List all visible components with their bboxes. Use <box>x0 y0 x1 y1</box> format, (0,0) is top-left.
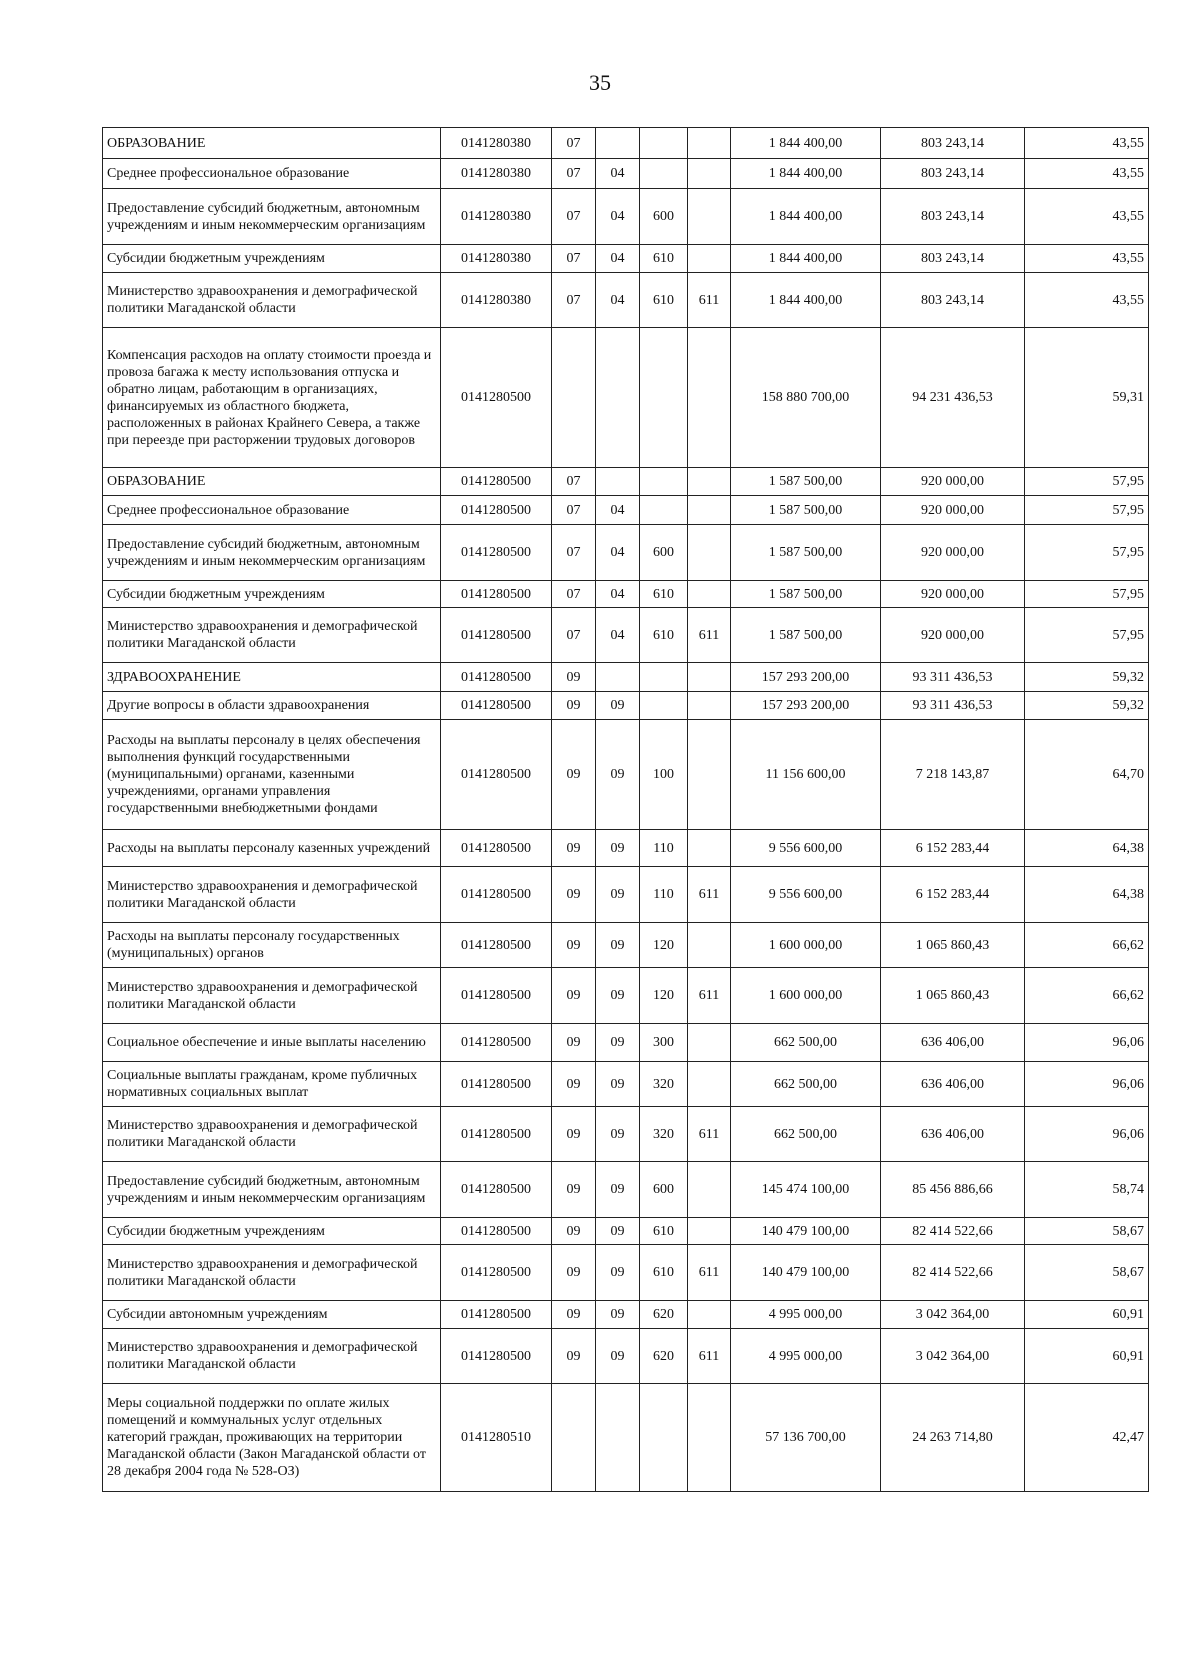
cell-target-article: 0141280500 <box>441 663 552 692</box>
cell-percent: 66,62 <box>1025 923 1149 968</box>
cell-percent: 60,91 <box>1025 1301 1149 1329</box>
cell-expense-type: 620 <box>640 1301 688 1329</box>
cell-subsection: 09 <box>596 867 640 923</box>
cell-department <box>688 923 731 968</box>
cell-target-article: 0141280500 <box>441 1024 552 1062</box>
cell-planned: 662 500,00 <box>731 1024 881 1062</box>
cell-name: ЗДРАВООХРАНЕНИЕ <box>103 663 441 692</box>
cell-subsection <box>596 663 640 692</box>
cell-executed: 93 311 436,53 <box>881 692 1025 720</box>
cell-target-article: 0141280500 <box>441 1162 552 1218</box>
cell-expense-type <box>640 1384 688 1492</box>
table-row <box>103 830 1149 867</box>
cell-executed: 636 406,00 <box>881 1024 1025 1062</box>
cell-expense-type: 620 <box>640 1329 688 1384</box>
table-row <box>103 867 1149 923</box>
cell-department: 611 <box>688 273 731 328</box>
cell-target-article: 0141280380 <box>441 273 552 328</box>
cell-subsection: 09 <box>596 1245 640 1301</box>
cell-target-article: 0141280500 <box>441 1218 552 1245</box>
cell-planned: 9 556 600,00 <box>731 867 881 923</box>
cell-planned: 11 156 600,00 <box>731 720 881 830</box>
cell-expense-type: 610 <box>640 608 688 663</box>
table-row <box>103 189 1149 245</box>
cell-name: ОБРАЗОВАНИЕ <box>103 128 441 159</box>
cell-expense-type: 610 <box>640 1218 688 1245</box>
cell-target-article: 0141280500 <box>441 1062 552 1107</box>
cell-name: Предоставление субсидий бюджетным, автономным учреждениям и иным некоммерческим организациям <box>103 1162 441 1218</box>
cell-planned: 1 844 400,00 <box>731 245 881 273</box>
cell-target-article: 0141280380 <box>441 189 552 245</box>
cell-section: 09 <box>552 1107 596 1162</box>
cell-executed: 82 414 522,66 <box>881 1218 1025 1245</box>
cell-section: 07 <box>552 525 596 581</box>
cell-expense-type: 320 <box>640 1107 688 1162</box>
table-row <box>103 1329 1149 1384</box>
cell-planned: 1 587 500,00 <box>731 581 881 608</box>
table-row <box>103 1245 1149 1301</box>
cell-subsection <box>596 328 640 468</box>
table-row <box>103 159 1149 189</box>
cell-section: 09 <box>552 720 596 830</box>
cell-department: 611 <box>688 1329 731 1384</box>
table-row <box>103 581 1149 608</box>
cell-percent: 64,70 <box>1025 720 1149 830</box>
cell-subsection: 09 <box>596 1301 640 1329</box>
cell-subsection: 04 <box>596 496 640 525</box>
table-row <box>103 273 1149 328</box>
cell-expense-type: 300 <box>640 1024 688 1062</box>
cell-section: 09 <box>552 867 596 923</box>
cell-name: Меры социальной поддержки по оплате жилых помещений и коммунальных услуг отдельных категорий граждан, проживающих на территории Магаданской области (Закон Магаданской области от 28 декабря 2004 года № 528-ОЗ) <box>103 1384 441 1492</box>
cell-executed: 93 311 436,53 <box>881 663 1025 692</box>
cell-planned: 1 587 500,00 <box>731 496 881 525</box>
cell-executed: 7 218 143,87 <box>881 720 1025 830</box>
cell-executed: 82 414 522,66 <box>881 1245 1025 1301</box>
cell-expense-type: 600 <box>640 1162 688 1218</box>
cell-planned: 1 844 400,00 <box>731 273 881 328</box>
cell-section: 09 <box>552 663 596 692</box>
cell-percent: 96,06 <box>1025 1024 1149 1062</box>
cell-percent: 43,55 <box>1025 128 1149 159</box>
cell-percent: 57,95 <box>1025 468 1149 496</box>
cell-subsection: 09 <box>596 830 640 867</box>
cell-name: Министерство здравоохранения и демографической политики Магаданской области <box>103 867 441 923</box>
cell-name: Министерство здравоохранения и демографической политики Магаданской области <box>103 273 441 328</box>
table-row <box>103 496 1149 525</box>
cell-target-article: 0141280500 <box>441 496 552 525</box>
cell-section: 07 <box>552 273 596 328</box>
table-row <box>103 1024 1149 1062</box>
cell-subsection: 04 <box>596 608 640 663</box>
cell-section: 09 <box>552 1218 596 1245</box>
cell-department <box>688 328 731 468</box>
cell-subsection: 04 <box>596 581 640 608</box>
cell-executed: 920 000,00 <box>881 581 1025 608</box>
cell-percent: 43,55 <box>1025 245 1149 273</box>
cell-name: Другие вопросы в области здравоохранения <box>103 692 441 720</box>
cell-subsection: 04 <box>596 189 640 245</box>
cell-section: 09 <box>552 1024 596 1062</box>
cell-target-article: 0141280500 <box>441 720 552 830</box>
cell-planned: 158 880 700,00 <box>731 328 881 468</box>
cell-target-article: 0141280380 <box>441 128 552 159</box>
cell-percent: 59,32 <box>1025 692 1149 720</box>
cell-section: 09 <box>552 692 596 720</box>
cell-planned: 1 587 500,00 <box>731 525 881 581</box>
table-row <box>103 468 1149 496</box>
cell-planned: 157 293 200,00 <box>731 692 881 720</box>
cell-section: 09 <box>552 1162 596 1218</box>
cell-subsection: 09 <box>596 1329 640 1384</box>
cell-expense-type <box>640 496 688 525</box>
table-row <box>103 1384 1149 1492</box>
cell-percent: 96,06 <box>1025 1062 1149 1107</box>
cell-percent: 60,91 <box>1025 1329 1149 1384</box>
cell-section: 07 <box>552 581 596 608</box>
cell-department <box>688 692 731 720</box>
cell-target-article: 0141280510 <box>441 1384 552 1492</box>
table-row <box>103 128 1149 159</box>
cell-target-article: 0141280380 <box>441 159 552 189</box>
cell-subsection: 09 <box>596 1107 640 1162</box>
cell-department <box>688 496 731 525</box>
cell-section: 09 <box>552 968 596 1024</box>
cell-planned: 140 479 100,00 <box>731 1218 881 1245</box>
cell-target-article: 0141280500 <box>441 328 552 468</box>
cell-name: Субсидии бюджетным учреждениям <box>103 245 441 273</box>
cell-department <box>688 1301 731 1329</box>
cell-expense-type <box>640 468 688 496</box>
cell-executed: 6 152 283,44 <box>881 830 1025 867</box>
cell-expense-type <box>640 128 688 159</box>
cell-executed: 24 263 714,80 <box>881 1384 1025 1492</box>
cell-expense-type: 610 <box>640 581 688 608</box>
cell-department <box>688 1024 731 1062</box>
cell-subsection: 09 <box>596 1062 640 1107</box>
table-row <box>103 968 1149 1024</box>
cell-subsection <box>596 128 640 159</box>
cell-expense-type: 120 <box>640 923 688 968</box>
cell-percent: 57,95 <box>1025 608 1149 663</box>
cell-department <box>688 525 731 581</box>
cell-target-article: 0141280500 <box>441 968 552 1024</box>
cell-executed: 1 065 860,43 <box>881 968 1025 1024</box>
table-row <box>103 1218 1149 1245</box>
cell-expense-type: 610 <box>640 245 688 273</box>
cell-name: Расходы на выплаты персоналу государственных (муниципальных) органов <box>103 923 441 968</box>
cell-department <box>688 720 731 830</box>
cell-percent: 59,32 <box>1025 663 1149 692</box>
cell-subsection: 09 <box>596 923 640 968</box>
cell-name: Среднее профессиональное образование <box>103 496 441 525</box>
cell-name: Министерство здравоохранения и демографической политики Магаданской области <box>103 1107 441 1162</box>
cell-subsection: 04 <box>596 273 640 328</box>
cell-target-article: 0141280500 <box>441 581 552 608</box>
cell-target-article: 0141280500 <box>441 468 552 496</box>
cell-planned: 9 556 600,00 <box>731 830 881 867</box>
cell-percent: 66,62 <box>1025 968 1149 1024</box>
cell-department <box>688 1062 731 1107</box>
cell-section: 09 <box>552 830 596 867</box>
cell-executed: 3 042 364,00 <box>881 1301 1025 1329</box>
table-row <box>103 328 1149 468</box>
table-row <box>103 663 1149 692</box>
cell-subsection: 09 <box>596 968 640 1024</box>
cell-section: 07 <box>552 128 596 159</box>
cell-name: ОБРАЗОВАНИЕ <box>103 468 441 496</box>
table-row <box>103 720 1149 830</box>
cell-department <box>688 245 731 273</box>
cell-name: Министерство здравоохранения и демографической политики Магаданской области <box>103 608 441 663</box>
cell-percent: 57,95 <box>1025 496 1149 525</box>
cell-planned: 1 587 500,00 <box>731 468 881 496</box>
cell-executed: 636 406,00 <box>881 1062 1025 1107</box>
cell-department: 611 <box>688 867 731 923</box>
cell-target-article: 0141280500 <box>441 692 552 720</box>
cell-expense-type <box>640 692 688 720</box>
cell-executed: 920 000,00 <box>881 496 1025 525</box>
cell-executed: 920 000,00 <box>881 608 1025 663</box>
cell-name: Предоставление субсидий бюджетным, автономным учреждениям и иным некоммерческим организациям <box>103 189 441 245</box>
cell-target-article: 0141280500 <box>441 830 552 867</box>
cell-expense-type: 610 <box>640 273 688 328</box>
cell-expense-type: 600 <box>640 189 688 245</box>
cell-expense-type <box>640 159 688 189</box>
cell-expense-type: 610 <box>640 1245 688 1301</box>
cell-percent: 59,31 <box>1025 328 1149 468</box>
table-row <box>103 692 1149 720</box>
cell-department <box>688 189 731 245</box>
cell-section: 07 <box>552 159 596 189</box>
cell-target-article: 0141280500 <box>441 867 552 923</box>
cell-section: 07 <box>552 245 596 273</box>
cell-name: Министерство здравоохранения и демографической политики Магаданской области <box>103 1329 441 1384</box>
cell-department <box>688 663 731 692</box>
cell-section: 09 <box>552 1062 596 1107</box>
cell-executed: 1 065 860,43 <box>881 923 1025 968</box>
cell-target-article: 0141280500 <box>441 1301 552 1329</box>
cell-planned: 1 600 000,00 <box>731 923 881 968</box>
cell-percent: 96,06 <box>1025 1107 1149 1162</box>
cell-percent: 43,55 <box>1025 159 1149 189</box>
cell-executed: 803 243,14 <box>881 245 1025 273</box>
budget-table <box>102 127 1149 1492</box>
cell-section <box>552 1384 596 1492</box>
cell-department <box>688 468 731 496</box>
table-row <box>103 608 1149 663</box>
cell-executed: 803 243,14 <box>881 273 1025 328</box>
cell-planned: 4 995 000,00 <box>731 1301 881 1329</box>
cell-name: Субсидии бюджетным учреждениям <box>103 581 441 608</box>
page-number: 35 <box>589 70 611 95</box>
cell-expense-type: 100 <box>640 720 688 830</box>
cell-expense-type: 600 <box>640 525 688 581</box>
cell-section: 09 <box>552 1329 596 1384</box>
cell-department <box>688 1162 731 1218</box>
cell-executed: 920 000,00 <box>881 525 1025 581</box>
cell-department: 611 <box>688 608 731 663</box>
cell-name: Социальные выплаты гражданам, кроме публичных нормативных социальных выплат <box>103 1062 441 1107</box>
cell-target-article: 0141280500 <box>441 608 552 663</box>
cell-name: Расходы на выплаты персоналу казенных учреждений <box>103 830 441 867</box>
cell-name: Министерство здравоохранения и демографической политики Магаданской области <box>103 1245 441 1301</box>
table-row <box>103 1107 1149 1162</box>
cell-subsection: 09 <box>596 1162 640 1218</box>
table-row <box>103 1062 1149 1107</box>
cell-department <box>688 1384 731 1492</box>
cell-executed: 803 243,14 <box>881 189 1025 245</box>
cell-subsection: 09 <box>596 1218 640 1245</box>
cell-subsection: 09 <box>596 1024 640 1062</box>
cell-percent: 42,47 <box>1025 1384 1149 1492</box>
table-row <box>103 923 1149 968</box>
table-row <box>103 1162 1149 1218</box>
cell-subsection <box>596 468 640 496</box>
cell-planned: 1 844 400,00 <box>731 189 881 245</box>
table-row <box>103 1301 1149 1329</box>
cell-name: Субсидии автономным учреждениям <box>103 1301 441 1329</box>
cell-subsection <box>596 1384 640 1492</box>
cell-section: 07 <box>552 496 596 525</box>
cell-percent: 43,55 <box>1025 273 1149 328</box>
cell-target-article: 0141280500 <box>441 525 552 581</box>
cell-name: Среднее профессиональное образование <box>103 159 441 189</box>
cell-subsection: 09 <box>596 692 640 720</box>
cell-planned: 1 844 400,00 <box>731 128 881 159</box>
cell-planned: 1 844 400,00 <box>731 159 881 189</box>
cell-percent: 57,95 <box>1025 581 1149 608</box>
cell-expense-type: 320 <box>640 1062 688 1107</box>
cell-planned: 157 293 200,00 <box>731 663 881 692</box>
cell-department <box>688 159 731 189</box>
table-row <box>103 245 1149 273</box>
cell-name: Предоставление субсидий бюджетным, автономным учреждениям и иным некоммерческим организациям <box>103 525 441 581</box>
cell-section: 07 <box>552 608 596 663</box>
cell-planned: 57 136 700,00 <box>731 1384 881 1492</box>
cell-department: 611 <box>688 1107 731 1162</box>
cell-executed: 636 406,00 <box>881 1107 1025 1162</box>
cell-subsection: 04 <box>596 159 640 189</box>
cell-planned: 4 995 000,00 <box>731 1329 881 1384</box>
cell-planned: 1 587 500,00 <box>731 608 881 663</box>
cell-name: Социальное обеспечение и иные выплаты населению <box>103 1024 441 1062</box>
cell-section: 09 <box>552 923 596 968</box>
cell-expense-type <box>640 328 688 468</box>
cell-planned: 145 474 100,00 <box>731 1162 881 1218</box>
cell-percent: 58,74 <box>1025 1162 1149 1218</box>
cell-target-article: 0141280380 <box>441 245 552 273</box>
cell-executed: 3 042 364,00 <box>881 1329 1025 1384</box>
cell-planned: 1 600 000,00 <box>731 968 881 1024</box>
cell-percent: 43,55 <box>1025 189 1149 245</box>
cell-planned: 662 500,00 <box>731 1107 881 1162</box>
cell-target-article: 0141280500 <box>441 923 552 968</box>
cell-name: Министерство здравоохранения и демографической политики Магаданской области <box>103 968 441 1024</box>
cell-department <box>688 1218 731 1245</box>
cell-percent: 58,67 <box>1025 1245 1149 1301</box>
cell-name: Компенсация расходов на оплату стоимости проезда и провоза багажа к месту использования отпуска и обратно лицам, работающим в организациях, финансируемых из областного бюджета, расположенных в районах Крайнего Севера, а также при переезде при расторжении трудовых договоров <box>103 328 441 468</box>
cell-executed: 920 000,00 <box>881 468 1025 496</box>
cell-section: 07 <box>552 189 596 245</box>
cell-executed: 803 243,14 <box>881 159 1025 189</box>
cell-department: 611 <box>688 968 731 1024</box>
cell-name: Субсидии бюджетным учреждениям <box>103 1218 441 1245</box>
cell-section: 09 <box>552 1301 596 1329</box>
table-row <box>103 525 1149 581</box>
cell-executed: 85 456 886,66 <box>881 1162 1025 1218</box>
cell-percent: 58,67 <box>1025 1218 1149 1245</box>
table-body <box>103 128 1149 1492</box>
cell-executed: 6 152 283,44 <box>881 867 1025 923</box>
cell-percent: 57,95 <box>1025 525 1149 581</box>
cell-planned: 140 479 100,00 <box>731 1245 881 1301</box>
cell-expense-type <box>640 663 688 692</box>
cell-name: Расходы на выплаты персоналу в целях обеспечения выполнения функций государственными (муниципальными) органами, казенными учреждениями, органами управления государственными внебюджетными фондами <box>103 720 441 830</box>
cell-percent: 64,38 <box>1025 830 1149 867</box>
cell-department: 611 <box>688 1245 731 1301</box>
cell-subsection: 04 <box>596 245 640 273</box>
cell-target-article: 0141280500 <box>441 1245 552 1301</box>
cell-department <box>688 128 731 159</box>
cell-section: 09 <box>552 1245 596 1301</box>
cell-percent: 64,38 <box>1025 867 1149 923</box>
cell-subsection: 09 <box>596 720 640 830</box>
cell-department <box>688 830 731 867</box>
cell-target-article: 0141280500 <box>441 1329 552 1384</box>
cell-executed: 94 231 436,53 <box>881 328 1025 468</box>
cell-target-article: 0141280500 <box>441 1107 552 1162</box>
cell-expense-type: 110 <box>640 830 688 867</box>
cell-expense-type: 120 <box>640 968 688 1024</box>
cell-department <box>688 581 731 608</box>
cell-planned: 662 500,00 <box>731 1062 881 1107</box>
cell-executed: 803 243,14 <box>881 128 1025 159</box>
cell-expense-type: 110 <box>640 867 688 923</box>
cell-subsection: 04 <box>596 525 640 581</box>
cell-section: 07 <box>552 468 596 496</box>
cell-section <box>552 328 596 468</box>
